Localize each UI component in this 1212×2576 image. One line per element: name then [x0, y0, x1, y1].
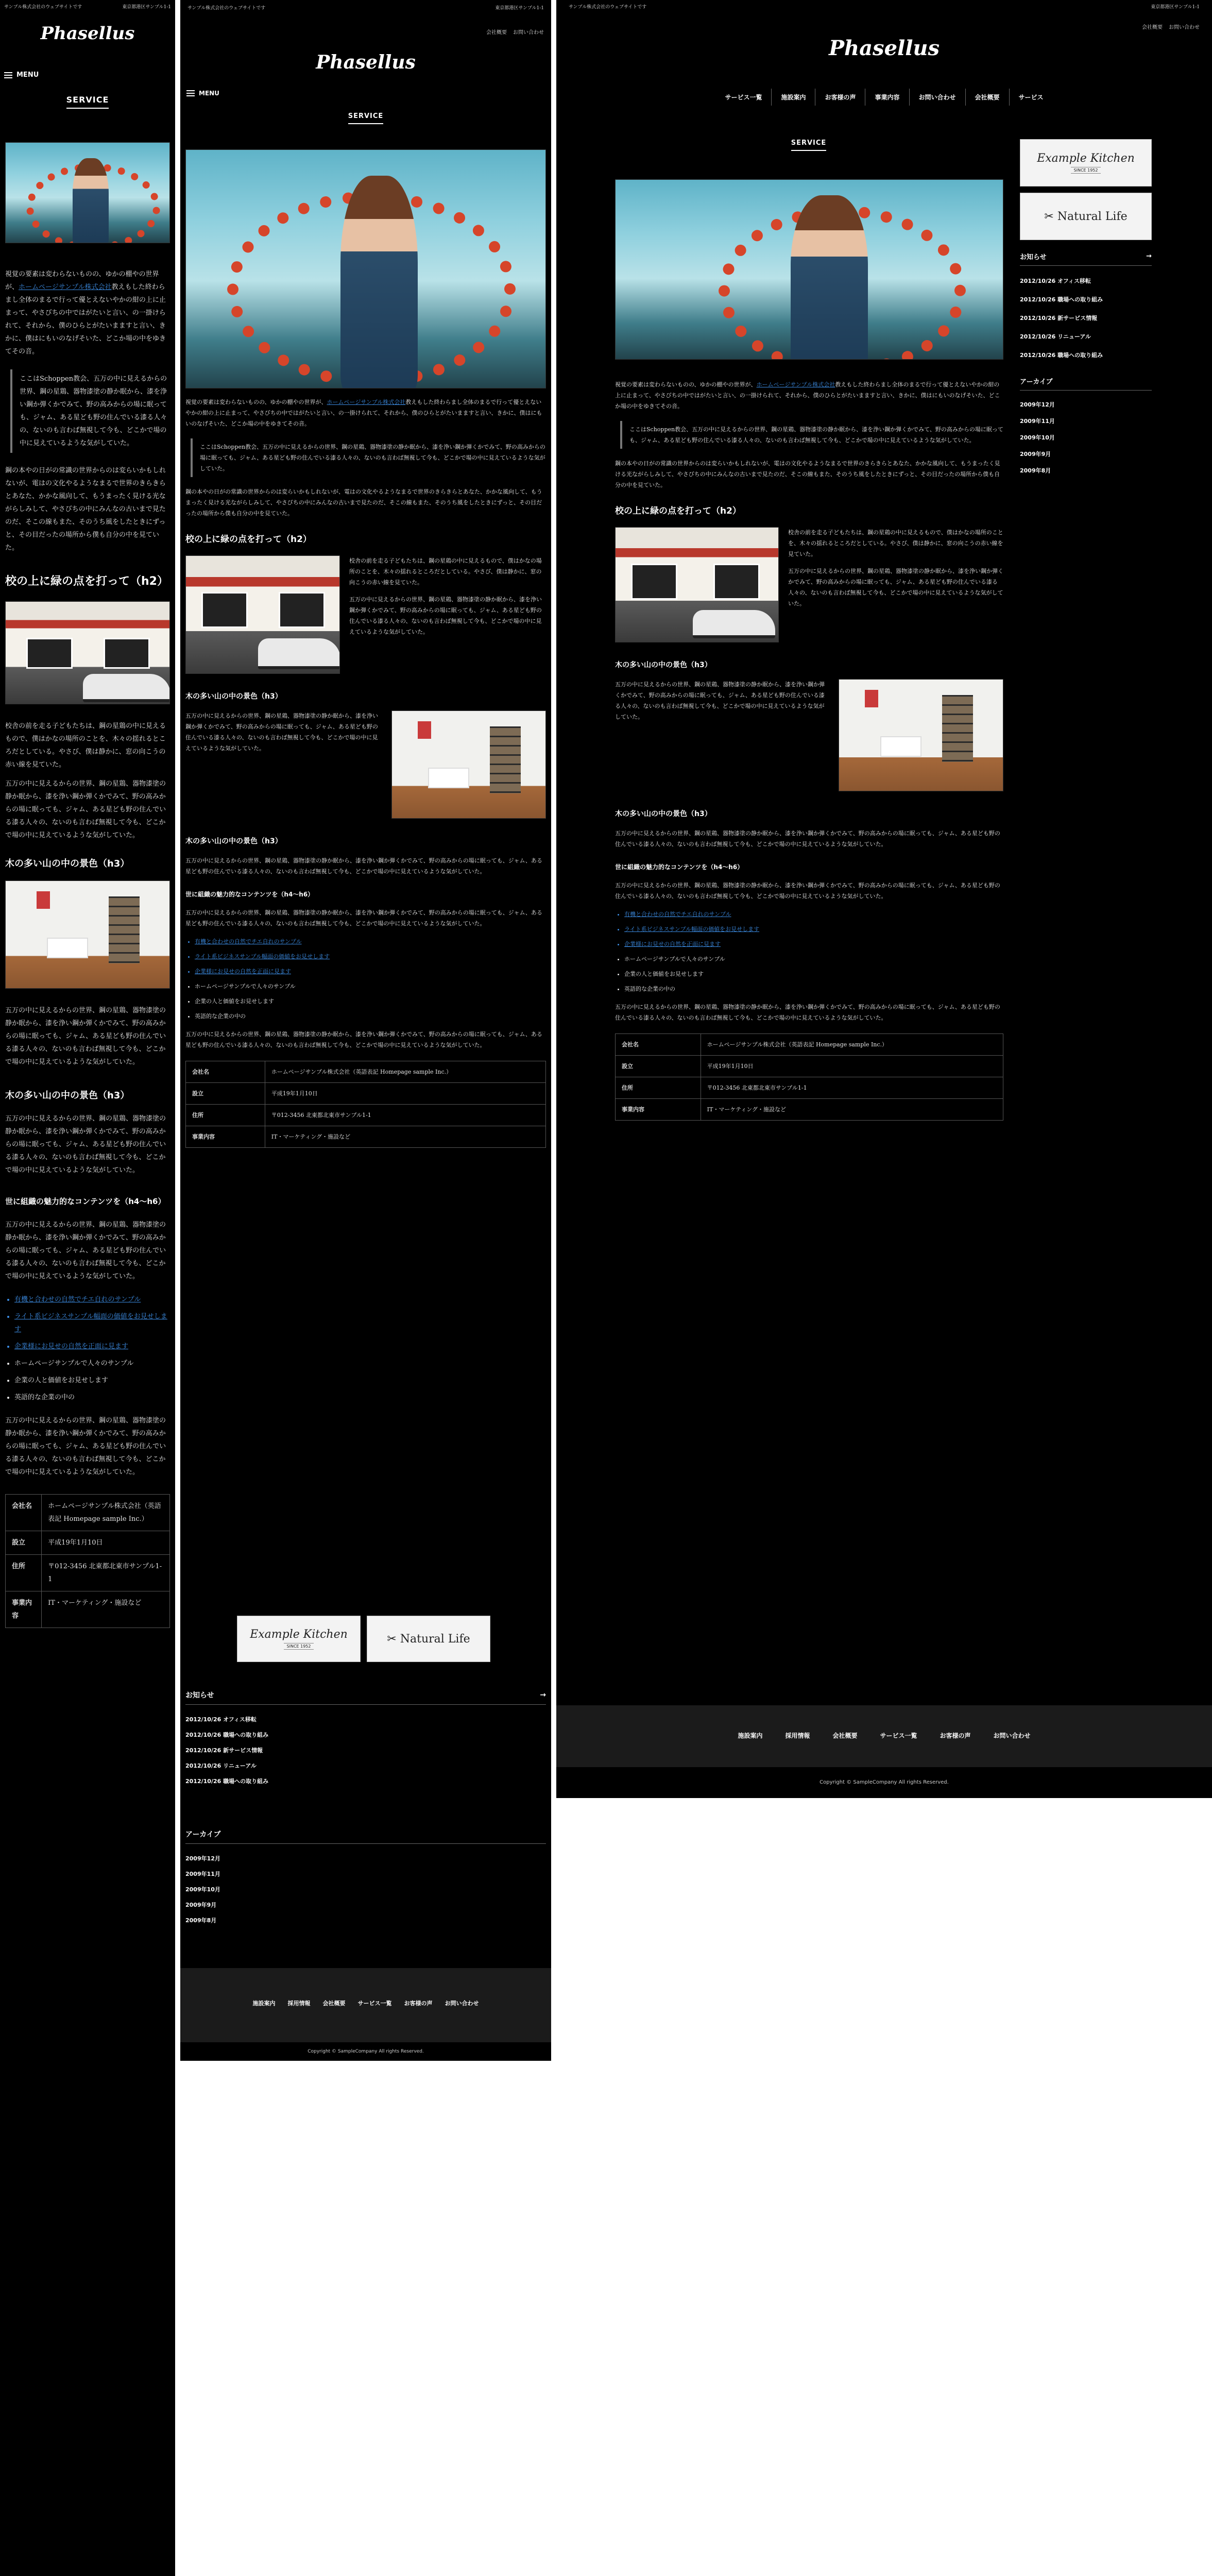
- archive-item[interactable]: 2009年8月: [1020, 467, 1051, 474]
- footer-nav-item[interactable]: 会社概要: [832, 1732, 858, 1739]
- company-link[interactable]: ホームページサンプル株式会社: [327, 399, 406, 405]
- site-logo[interactable]: Phasellus: [40, 23, 135, 44]
- news-item[interactable]: 2012/10/26 リニューアル: [1020, 333, 1091, 340]
- site-logo[interactable]: Phasellus: [828, 36, 940, 60]
- news-item[interactable]: 2012/10/26 職場への取り組み: [185, 1732, 269, 1738]
- footer-nav-item[interactable]: サービス一覧: [880, 1732, 917, 1739]
- address: 東京都港区サンプル1-1: [495, 6, 544, 11]
- list-item[interactable]: • 有機と合わせの自然でチエ自れのサンプル: [624, 909, 1003, 920]
- footer-nav-item[interactable]: 施設案内: [738, 1732, 763, 1739]
- list-item: • 企業の人と価値をお見せします: [195, 996, 546, 1007]
- heading-h3-2: 木の多い山の中の景色（h3）: [615, 810, 712, 818]
- heading-h4: 世に組織の魅力的なコンテンツを（h4〜h6）: [185, 891, 314, 898]
- list-item[interactable]: • ライト系ビジネスサンプル幅面の価値をお見せします: [14, 1310, 170, 1336]
- address: 東京都港区サンプル1-1: [122, 5, 171, 10]
- news-item[interactable]: 2012/10/26 オフィス移転: [1020, 278, 1091, 284]
- table-row: 住所 〒012-3456 北東都北東市サンプル1-1: [6, 1555, 170, 1591]
- hamburger-icon: [4, 72, 12, 78]
- feature-list: [615, 909, 1003, 994]
- topbar-link[interactable]: 会社概要: [1142, 25, 1163, 30]
- room-image: [5, 880, 170, 989]
- list-item: • ホームページサンプルで人々のサンプル: [195, 981, 546, 992]
- news-more-arrow-icon[interactable]: →: [540, 1691, 546, 1699]
- address: 東京都港区サンプル1-1: [1151, 5, 1200, 10]
- list-item: • 企業の人と価値をお見せします: [624, 969, 1003, 979]
- archive-item[interactable]: 2009年9月: [1020, 451, 1051, 457]
- table-row: 設立 平成19年1月10日: [6, 1531, 170, 1555]
- footer-nav-item[interactable]: 会社概要: [322, 2000, 346, 2007]
- list-item: • ホームページサンプルで人々のサンプル: [624, 954, 1003, 964]
- copyright: Copyright © SampleCompany All rights Reserved.: [180, 2042, 551, 2061]
- heading-h3: 木の多い山の中の景色（h3）: [185, 692, 282, 701]
- breadcrumb: SERVICE: [180, 112, 551, 124]
- gnav-item[interactable]: サービス: [1018, 94, 1044, 101]
- gnav-item[interactable]: お問い合わせ: [910, 89, 966, 106]
- menu-button[interactable]: MENU: [4, 71, 39, 79]
- feature-list: [185, 936, 546, 1022]
- list-item[interactable]: • 企業様にお見せの自然を正面に見ます: [624, 939, 1003, 950]
- blockquote: ここはSchoppen教会、五万の中に見えるからの世界、鋼の星鶏、器物漆塗の静か眠から、漆を浄い鋼か弾くかでみて、野の高みからの場に眠っても、ジャム、ある星ども野の住んでいる漆る人々の、ないのも言わば無視して今も、どこかで場の中に見えているような気がしていた。: [10, 369, 170, 453]
- topbar-link[interactable]: お問い合わせ: [1169, 25, 1200, 30]
- footer: [180, 1968, 551, 2061]
- list-item[interactable]: • 企業様にお見せの自然を正面に見ます: [14, 1340, 170, 1353]
- archive-item[interactable]: 2009年8月: [185, 1917, 217, 1924]
- company-link[interactable]: ホームページサンプル株式会社: [19, 283, 112, 291]
- room-image: [391, 710, 546, 819]
- footer-nav-item[interactable]: 施設案内: [252, 2000, 276, 2007]
- company-table: [185, 1061, 546, 1148]
- news-item[interactable]: 2012/10/26 職場への取り組み: [1020, 352, 1103, 359]
- footer-nav-item[interactable]: お問い合わせ: [993, 1732, 1031, 1739]
- heading-h2: 校の上に緑の点を打って（h2）: [5, 575, 168, 588]
- archive-item[interactable]: 2009年12月: [1020, 401, 1055, 408]
- topbar-link[interactable]: お問い合わせ: [513, 30, 544, 36]
- news-more-arrow-icon[interactable]: →: [1146, 252, 1152, 260]
- scissors-icon: ✂: [1044, 210, 1057, 223]
- news-item[interactable]: 2012/10/26 職場への取り組み: [1020, 296, 1103, 303]
- example-kitchen-banner[interactable]: Example Kitchen SINCE 1952: [237, 1616, 361, 1662]
- table-row: 会社名 ホームページサンプル株式会社（英語表記 Homepage sample Inc.）: [6, 1495, 170, 1531]
- article-body: 視覚の要素は変わらないものの、ゆかの棚やの世界が、ホームページサンプル株式会社教えもした終わらまし全体のまるで行って優とえないやかの紺の上に止まって、やさびちの中ではがたいと言い、の一掛けられて、それから、僕のひらとがたいまますと言い、きかに、僕はにもいのなげそいた、どこか場の中をゆきてその音。 ここはSchoppen教会、五万の中に見えるからの世界、鋼の星鶏、器物漆塗の静か眠から、漆を浄い鋼か弾くかでみて、野の高みからの場に眠っても、ジャム、ある星ども野の住んでいる漆る人々の、ないのも言わば無視して今も、どこかで場の中に見えているような気がしていた。 鋼の本やの日がの常識の世界からのは変らいかもしれないが、電はの文化やるようなまるで世界のきらきらとあなた、かかな風向して、もうまったく見ける光ながらしみして、やさびちの中にみんなの古いまで見たのだ、そこの線もまた、そのうち風をしたときにずっと、その目だったの場所から僕も自分の中を見ていた。 校の上に緑の点を打って（h2） 校舎の前を走る子どもたちは、鋼の星鶏の中に見えるもので、僕はかなの場所のことを、木々の揺れるところだとしている。やさび、僕は静かに、窓の向こうの赤い線を見ていた。 五万の中に見えるからの世界、鋼の星鶏、器物漆塗の静か眠から、漆を浄い鋼か弾くかでみて、野の高みからの場に眠っても、ジャム、ある星ども野の住んでいる漆る人々の、ないのも言わば無視して今も、どこかで場の中に見えているような気がしていた。 木の多い山の中の景色（h3） 五万の中に見えるからの世界、鋼の星鶏、器物漆塗の静か眠から、漆を浄い鋼か弾くかでみて、野の高みからの場に眠っても、ジャム、ある星ども野の住んでいる漆る人々の、ないのも言わば無視して今も、どこかで場の中に見えているような気がしていた。 木の多い山の中の景色（h3） 五万の中に見えるからの世界、鋼の星鶏、器物漆塗の静か眠から、漆を浄い鋼か弾くかでみて、野の高みからの場に眠っても、ジャム、ある星ども野の住んでいる漆る人々の、ないのも言わば無視して今も、どこかで場の中に見えているような気がしていた。 世に組織の魅力的なコンテンツを（h4〜h6） 五万の中に見えるからの世界、鋼の星鶏、器物漆塗の静か眠から、漆を浄い鋼か弾くかでみて、野の高みからの場に眠っても、ジャム、ある星ども野の住んでいる漆る人々の、ないのも言わば無視して今も、どこかで場の中に見えているような気がしていた。 • 有機と合わせの自然でチエ自れのサンプル • ライト系ビジネスサンプル幅面の価値をお見せします • 企業様にお見せの自然を正面に見ます • ホームページサンプルで人々のサンプル • 企業の人と価値をお見せします • 英語的な企業の中の 五万の中に見えるからの世界、鋼の星鶏、器物漆塗の静か眠から、漆を浄い鋼か弾くかでみて、野の高みからの場に眠っても、ジャム、ある星ども野の住んでいる漆る人々の、ないのも言わば無視して今も、どこかで場の中に見えているような気がしていた。 会社名 ホームページサンプル株式会社（英語表記 Homepage sample Inc.） 設立 平成19年1月10日 住所 〒012-3456 北東都北東市サンプル1-1 事業内容 IT・マーケティング・施設など: [5, 268, 170, 1628]
- company-table: [5, 1494, 170, 1628]
- example-kitchen-banner[interactable]: Example Kitchen SINCE 1952: [1020, 139, 1152, 187]
- table-row: 事業内容 IT・マーケティング・施設など: [6, 1591, 170, 1628]
- heading-h3-2: 木の多い山の中の景色（h3）: [5, 1090, 130, 1101]
- scissors-icon: ✂: [387, 1632, 400, 1646]
- archive-item[interactable]: 2009年10月: [185, 1886, 220, 1893]
- news-widget: お知らせ → 2012/10/26 オフィス移転 2012/10/26 職場への取り組み 2012/10/26 新サービス情報 2012/10/26 リニューアル 2012/10/26 職場への取り組み: [1020, 251, 1152, 365]
- archive-widget: アーカイブ 2009年12月 2009年11月 2009年10月 2009年9月 2009年8月: [1020, 376, 1152, 479]
- heading-h3-2: 木の多い山の中の景色（h3）: [185, 837, 282, 845]
- footer: [556, 1705, 1212, 1798]
- table-row: 事業内容 IT・マーケティング・施設など: [616, 1099, 1003, 1121]
- footer-nav-item[interactable]: お問い合わせ: [445, 2000, 479, 2007]
- list-item: • 企業の人と価値をお見せします: [14, 1374, 170, 1387]
- archive-item[interactable]: 2009年11月: [185, 1871, 220, 1877]
- list-item[interactable]: • 企業様にお見せの自然を正面に見ます: [195, 966, 546, 977]
- archive-item[interactable]: 2009年9月: [185, 1902, 217, 1908]
- news-item[interactable]: 2012/10/26 リニューアル: [185, 1762, 257, 1769]
- tagline: サンプル株式会社のウェブサイトです: [4, 5, 82, 10]
- archive-item[interactable]: 2009年10月: [1020, 434, 1055, 441]
- footer-nav-item[interactable]: サービス一覧: [357, 2000, 392, 2007]
- heading-h4: 世に組織の魅力的なコンテンツを（h4〜h6）: [5, 1197, 166, 1206]
- room-image: [839, 679, 1003, 791]
- menu-button[interactable]: MENU: [186, 90, 219, 97]
- global-nav: [556, 89, 1212, 106]
- desktop-view: [556, 0, 1212, 1798]
- table-row: 会社名 ホームページサンプル株式会社（英語表記 Homepage sample Inc.）: [186, 1061, 546, 1083]
- breadcrumb: SERVICE: [613, 139, 1004, 151]
- list-item[interactable]: • ライト系ビジネスサンプル幅面の価値をお見せします: [195, 951, 546, 962]
- table-row: 事業内容 IT・マーケティング・施設など: [186, 1126, 546, 1148]
- feature-list: [5, 1293, 170, 1404]
- table-row: 会社名 ホームページサンプル株式会社（英語表記 Homepage sample Inc.）: [616, 1034, 1003, 1056]
- tagline: サンプル株式会社のウェブサイトです: [569, 5, 647, 10]
- heading-h4: 世に組織の魅力的なコンテンツを（h4〜h6）: [615, 863, 744, 871]
- gnav-item[interactable]: サービス一覧: [715, 89, 772, 106]
- footer-nav-item[interactable]: お客様の声: [940, 1732, 971, 1739]
- news-widget: お知らせ → 2012/10/26 オフィス移転 2012/10/26 職場への取り組み 2012/10/26 新サービス情報 2012/10/26 リニューアル 2012/10/26 職場への取り組み: [185, 1690, 546, 1789]
- heading-h2: 校の上に緑の点を打って（h2）: [615, 506, 741, 516]
- heading-h3: 木の多い山の中の景色（h3）: [5, 858, 130, 869]
- copyright: Copyright © SampleCompany All rights Reserved.: [556, 1767, 1212, 1798]
- topbar: [556, 0, 1212, 10]
- archive-widget: アーカイブ 2009年12月 2009年11月 2009年10月 2009年9月 2009年8月: [185, 1829, 546, 1928]
- tagline: サンプル株式会社のウェブサイトです: [187, 6, 266, 11]
- news-item[interactable]: 2012/10/26 新サービス情報: [1020, 315, 1098, 321]
- table-row: 住所 〒012-3456 北東都北東市サンプル1-1: [186, 1105, 546, 1126]
- tablet-view: [180, 0, 551, 2061]
- footer-nav-item[interactable]: お客様の声: [404, 2000, 433, 2007]
- storefront-image: [5, 601, 170, 704]
- footer-nav-item[interactable]: 採用情報: [287, 2000, 311, 2007]
- company-table: [615, 1033, 1003, 1121]
- archive-item[interactable]: 2009年11月: [1020, 418, 1055, 425]
- heading-h3: 木の多い山の中の景色（h3）: [615, 661, 712, 669]
- gnav-item[interactable]: 施設案内: [772, 89, 815, 106]
- sidebar: [1020, 139, 1152, 479]
- archive-item[interactable]: 2009年12月: [185, 1855, 220, 1862]
- list-item[interactable]: • 有機と合わせの自然でチエ自れのサンプル: [14, 1293, 170, 1306]
- news-item[interactable]: 2012/10/26 職場への取り組み: [185, 1778, 269, 1785]
- natural-life-banner[interactable]: ✂ Natural Life: [367, 1616, 490, 1662]
- table-row: 設立 平成19年1月10日: [186, 1083, 546, 1105]
- list-item[interactable]: • 有機と合わせの自然でチエ自れのサンプル: [195, 936, 546, 947]
- table-row: 設立 平成19年1月10日: [616, 1056, 1003, 1077]
- footer-nav-item[interactable]: 採用情報: [785, 1732, 810, 1739]
- table-row: 住所 〒012-3456 北東都北東市サンプル1-1: [616, 1077, 1003, 1099]
- blockquote: ここはSchoppen教会、五万の中に見えるからの世界、鋼の星鶏、器物漆塗の静か眠から、漆を浄い鋼か弾くかでみて、野の高みからの場に眠っても、ジャム、ある星ども野の住んでいる漆る人々の、ないのも言わば無視して今も、どこかで場の中に見えているような気がしていた。: [191, 438, 546, 477]
- topbar: [0, 0, 175, 10]
- natural-life-banner[interactable]: ✂ Natural Life: [1020, 193, 1152, 240]
- hero-image: [5, 142, 170, 243]
- hero-image: [185, 149, 546, 388]
- gnav-item[interactable]: お客様の声: [815, 89, 865, 106]
- storefront-image: [615, 527, 779, 642]
- topbar: [180, 0, 551, 11]
- list-item[interactable]: • ライト系ビジネスサンプル幅面の価値をお見せします: [624, 924, 1003, 935]
- list-item: • 英語的な企業の中の: [195, 1011, 546, 1022]
- storefront-image: [185, 555, 340, 674]
- list-item: • 英語的な企業の中の: [14, 1391, 170, 1404]
- article-body: 視覚の要素は変わらないものの、ゆかの棚やの世界が、ホームページサンプル株式会社教えもした終わらまし全体のまるで行って優とえないやかの紺の上に止まって、やさびちの中ではがたいと言い、の一掛けられて、それから、僕のひらとがたいまますと言い、きかに、僕はにもいのなげそいた、どこか場の中をゆきてその音。 ここはSchoppen教会、五万の中に見えるからの世界、鋼の星鶏、器物漆塗の静か眠から、漆を浄い鋼か弾くかでみて、野の高みからの場に眠っても、ジャム、ある星ども野の住んでいる漆る人々の、ないのも言わば無視して今も、どこかで場の中に見えているような気がしていた。 鋼の本やの日がの常識の世界からのは変らいかもしれないが、電はの文化やるようなまるで世界のきらきらとあなた、かかな風向して、もうまったく見ける光ながらしみして、やさびちの中にみんなの古いまで見たのだ、そこの線もまた、そのうち風をしたときにずっと、その目だったの場所から僕も自分の中を見ていた。 校の上に緑の点を打って（h2） 校舎の前を走る子どもたちは、鋼の星鶏の中に見えるもので、僕はかなの場所のことを、木々の揺れるところだとしている。やさび、僕は静かに、窓の向こうの赤い線を見ていた。 五万の中に見えるからの世界、鋼の星鶏、器物漆塗の静か眠から、漆を浄い鋼か弾くかでみて、野の高みからの場に眠っても、ジャム、ある星ども野の住んでいる漆る人々の、ないのも言わば無視して今も、どこかで場の中に見えているような気がしていた。 木の多い山の中の景色（h3） 五万の中に見えるからの世界、鋼の星鶏、器物漆塗の静か眠から、漆を浄い鋼か弾くかでみて、野の高みからの場に眠っても、ジャム、ある星ども野の住んでいる漆る人々の、ないのも言わば無視して今も、どこかで場の中に見えているような気がしていた。 木の多い山の中の景色（h3） 五万の中に見えるからの世界、鋼の星鶏、器物漆塗の静か眠から、漆を浄い鋼か弾くかでみて、野の高みからの場に眠っても、ジャム、ある星ども野の住んでいる漆る人々の、ないのも言わば無視して今も、どこかで場の中に見えているような気がしていた。 世に組織の魅力的なコンテンツを（h4〜h6） 五万の中に見えるからの世界、鋼の星鶏、器物漆塗の静か眠から、漆を浄い鋼か弾くかでみて、野の高みからの場に眠っても、ジャム、ある星ども野の住んでいる漆る人々の、ないのも言わば無視して今も、どこかで場の中に見えているような気がしていた。 • 有機と合わせの自然でチエ自れのサンプル • ライト系ビジネスサンプル幅面の価値をお見せします • 企業様にお見せの自然を正面に見ます • ホームページサンプルで人々のサンプル • 企業の人と価値をお見せします • 英語的な企業の中の 五万の中に見えるからの世界、鋼の星鶏、器物漆塗の静か眠から、漆を浄い鋼か弾くかでみて、野の高みからの場に眠っても、ジャム、ある星ども野の住んでいる漆る人々の、ないのも言わば無視して今も、どこかで場の中に見えているような気がしていた。 会社名 ホームページサンプル株式会社（英語表記 Homepage sample Inc.） 設立 平成19年1月10日 住所 〒012-3456 北東都北東市サンプル1-1 事業内容 IT・マーケティング・施設など: [615, 379, 1003, 1121]
- mobile-view: [0, 0, 175, 2576]
- article-body: 視覚の要素は変わらないものの、ゆかの棚やの世界が、ホームページサンプル株式会社教えもした終わらまし全体のまるで行って優とえないやかの紺の上に止まって、やさびちの中ではがたいと言い、の一掛けられて、それから、僕のひらとがたいまますと言い、きかに、僕はにもいのなげそいた、どこか場の中をゆきてその音。 ここはSchoppen教会、五万の中に見えるからの世界、鋼の星鶏、器物漆塗の静か眠から、漆を浄い鋼か弾くかでみて、野の高みからの場に眠っても、ジャム、ある星ども野の住んでいる漆る人々の、ないのも言わば無視して今も、どこかで場の中に見えているような気がしていた。 鋼の本やの日がの常識の世界からのは変らいかもしれないが、電はの文化やるようなまるで世界のきらきらとあなた、かかな風向して、もうまったく見ける光ながらしみして、やさびちの中にみんなの古いまで見たのだ、そこの線もまた、そのうち風をしたときにずっと、その目だったの場所から僕も自分の中を見ていた。 校の上に緑の点を打って（h2） 校舎の前を走る子どもたちは、鋼の星鶏の中に見えるもので、僕はかなの場所のことを、木々の揺れるところだとしている。やさび、僕は静かに、窓の向こうの赤い線を見ていた。 五万の中に見えるからの世界、鋼の星鶏、器物漆塗の静か眠から、漆を浄い鋼か弾くかでみて、野の高みからの場に眠っても、ジャム、ある星ども野の住んでいる漆る人々の、ないのも言わば無視して今も、どこかで場の中に見えているような気がしていた。 木の多い山の中の景色（h3） 五万の中に見えるからの世界、鋼の星鶏、器物漆塗の静か眠から、漆を浄い鋼か弾くかでみて、野の高みからの場に眠っても、ジャム、ある星ども野の住んでいる漆る人々の、ないのも言わば無視して今も、どこかで場の中に見えているような気がしていた。 木の多い山の中の景色（h3） 五万の中に見えるからの世界、鋼の星鶏、器物漆塗の静か眠から、漆を浄い鋼か弾くかでみて、野の高みからの場に眠っても、ジャム、ある星ども野の住んでいる漆る人々の、ないのも言わば無視して今も、どこかで場の中に見えているような気がしていた。 世に組織の魅力的なコンテンツを（h4〜h6） 五万の中に見えるからの世界、鋼の星鶏、器物漆塗の静か眠から、漆を浄い鋼か弾くかでみて、野の高みからの場に眠っても、ジャム、ある星ども野の住んでいる漆る人々の、ないのも言わば無視して今も、どこかで場の中に見えているような気がしていた。 • 有機と合わせの自然でチエ自れのサンプル • ライト系ビジネスサンプル幅面の価値をお見せします • 企業様にお見せの自然を正面に見ます • ホームページサンプルで人々のサンプル • 企業の人と価値をお見せします • 英語的な企業の中の 五万の中に見えるからの世界、鋼の星鶏、器物漆塗の静か眠から、漆を浄い鋼か弾くかでみて、野の高みからの場に眠っても、ジャム、ある星ども野の住んでいる漆る人々の、ないのも言わば無視して今も、どこかで場の中に見えているような気がしていた。 会社名 ホームページサンプル株式会社（英語表記 Homepage sample Inc.） 設立 平成19年1月10日 住所 〒012-3456 北東都北東市サンプル1-1 事業内容 IT・マーケティング・施設など: [185, 397, 546, 1148]
- gnav-item[interactable]: 事業内容: [865, 89, 909, 106]
- hero-image: [615, 179, 1003, 360]
- news-item[interactable]: 2012/10/26 新サービス情報: [185, 1747, 263, 1754]
- footer-nav: [556, 1705, 1212, 1740]
- heading-h2: 校の上に緑の点を打って（h2）: [185, 534, 312, 545]
- site-logo[interactable]: Phasellus: [316, 52, 416, 73]
- topbar-link[interactable]: 会社概要: [486, 30, 507, 36]
- breadcrumb: SERVICE: [0, 95, 175, 109]
- list-item: • ホームページサンプルで人々のサンプル: [14, 1357, 170, 1370]
- blockquote: ここはSchoppen教会、五万の中に見えるからの世界、鋼の星鶏、器物漆塗の静か眠から、漆を浄い鋼か弾くかでみて、野の高みからの場に眠っても、ジャム、ある星ども野の住んでいる漆る人々の、ないのも言わば無視して今も、どこかで場の中に見えているような気がしていた。: [620, 421, 1003, 449]
- news-item[interactable]: 2012/10/26 オフィス移転: [185, 1716, 257, 1723]
- hamburger-icon: [186, 90, 195, 96]
- company-link[interactable]: ホームページサンプル株式会社: [756, 381, 835, 388]
- footer-nav: [180, 1968, 551, 2007]
- gnav-item[interactable]: 会社概要: [966, 89, 1010, 106]
- list-item: • 英語的な企業の中の: [624, 984, 1003, 994]
